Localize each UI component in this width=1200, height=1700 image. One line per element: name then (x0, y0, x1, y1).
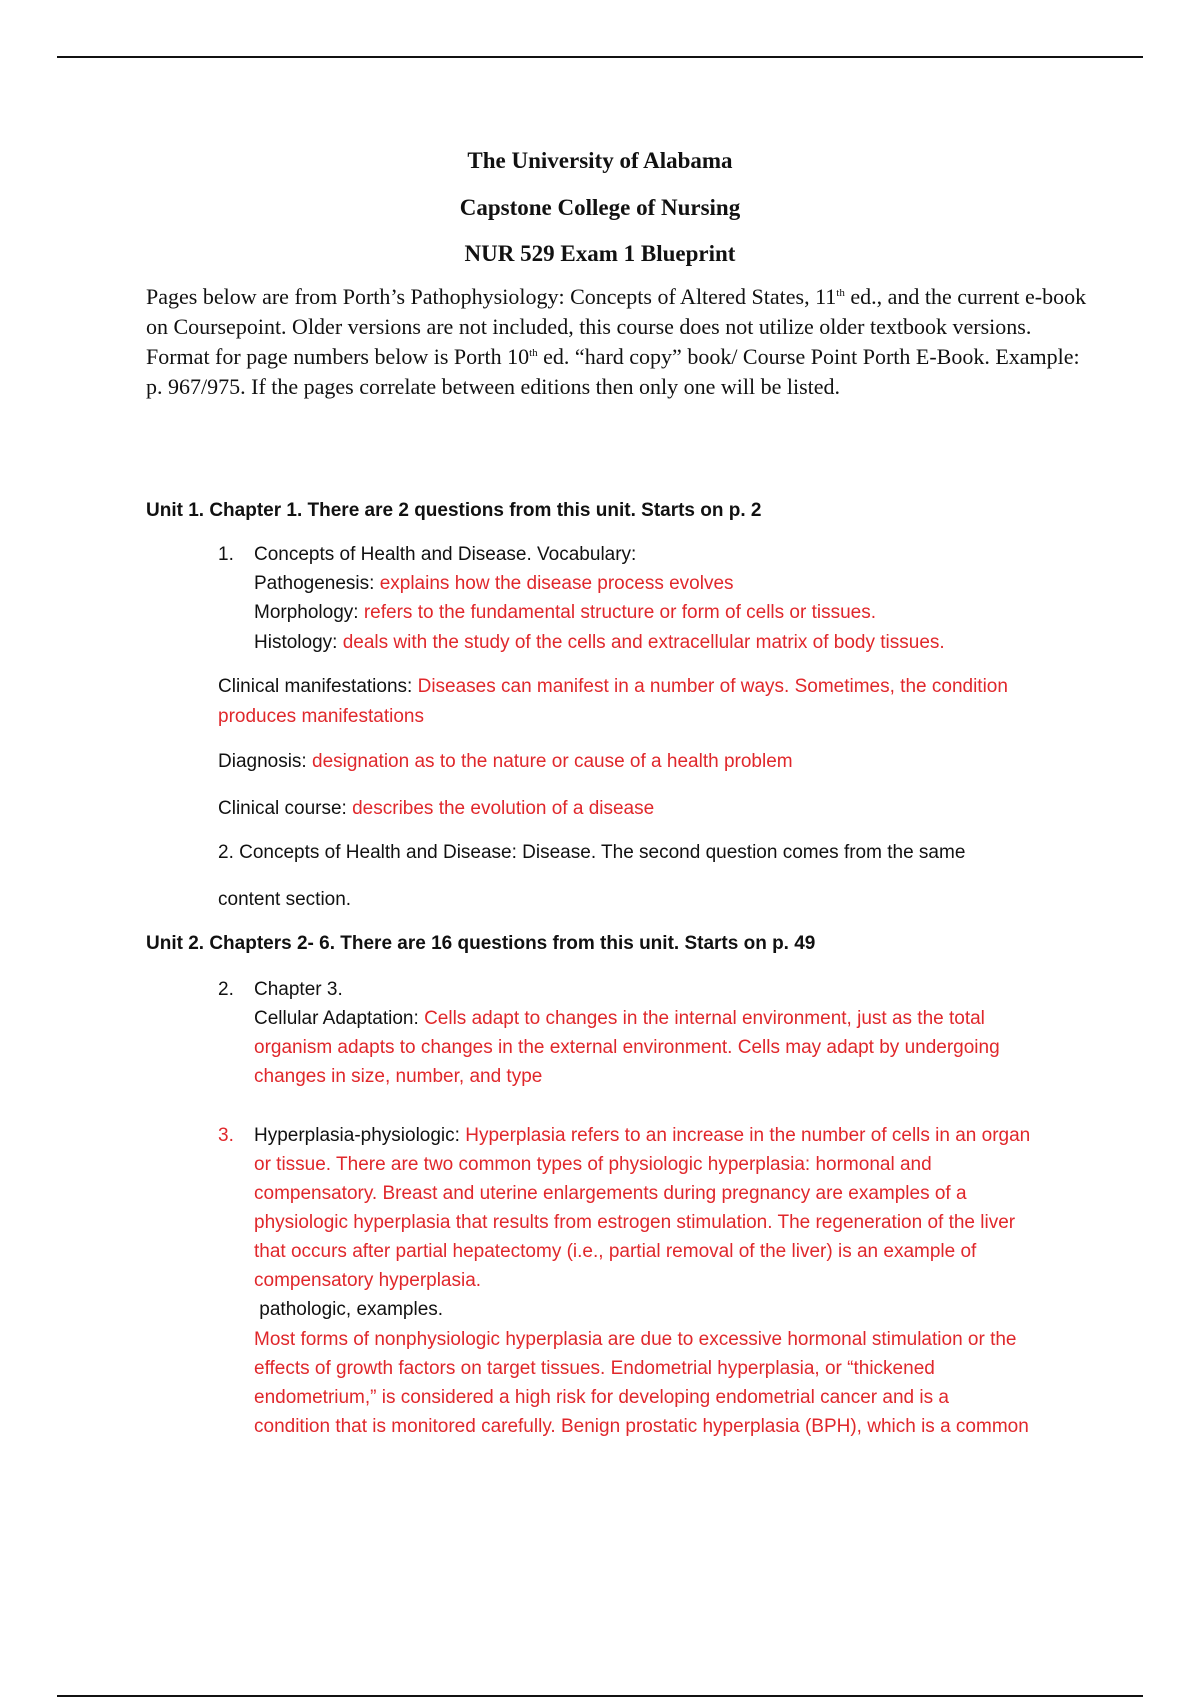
intro-text-3: ed. “hard copy” book/ Course Point Porth E-Book. Example: p. 967/975. If the pages correlate between editions then only one will be listed. (146, 344, 1080, 399)
diagnosis-definition: designation as to the nature or cause of a health problem (312, 751, 793, 772)
unit1-item1-number: 1. (218, 544, 234, 565)
hyperplasia-pathologic-definition-3: endometrium,” is considered a high risk for developing endometrial cancer and is a (254, 1387, 949, 1408)
clinical-manifestations-label: Clinical manifestations: (218, 676, 418, 697)
diagnosis-entry (218, 751, 793, 773)
hyperplasia-physiologic-definition-6: compensatory hyperplasia. (254, 1270, 482, 1291)
unit2-heading: Unit 2. Chapters 2- 6. There are 16 questions from this unit. Starts on p. 49 (146, 933, 816, 954)
hyperplasia-pathologic-definition-4: condition that is monitored carefully. Benign prostatic hyperplasia (BPH), which is a common (254, 1416, 1029, 1437)
hyperplasia-pathologic-definition-2: effects of growth factors on target tissues. Endometrial hyperplasia, or “thickened (254, 1358, 935, 1379)
morphology-label: Morphology: (254, 602, 364, 623)
unit1-item1-title: Concepts of Health and Disease. Vocabulary: (254, 544, 637, 565)
cellular-adaptation-entry (254, 1008, 985, 1030)
hyperplasia-physiologic-definition-3: compensatory. Breast and uterine enlargements during pregnancy are examples of a (254, 1183, 967, 1204)
clinical-course-label: Clinical course: (218, 798, 353, 819)
hyperplasia-pathologic-definition-1: Most forms of nonphysiologic hyperplasia are due to excessive hormonal stimulation or the (254, 1329, 1017, 1350)
university-title: The University of Alabama (467, 148, 733, 173)
clinical-manifestations-definition-2: produces manifestations (218, 706, 424, 727)
pathogenesis-entry (254, 573, 734, 595)
unit1-item2-line1: 2. Concepts of Health and Disease: Disease. The second question comes from the same (218, 842, 966, 863)
unit2-item2-number: 2. (218, 979, 234, 1000)
pathogenesis-label: Pathogenesis: (254, 573, 380, 594)
intro-sup-2: th (529, 347, 538, 359)
hyperplasia-physiologic-definition-2: or tissue. There are two common types of physiologic hyperplasia: hormonal and (254, 1154, 932, 1175)
hyperplasia-physiologic-entry (254, 1125, 1030, 1147)
top-rule (57, 56, 1143, 58)
exam-title: NUR 529 Exam 1 Blueprint (464, 241, 736, 266)
hyperplasia-physiologic-definition-1: Hyperplasia refers to an increase in the number of cells in an organ (465, 1125, 1031, 1146)
cellular-adaptation-definition-2: organism adapts to changes in the external environment. Cells may adapt by undergoing (254, 1037, 1000, 1058)
morphology-entry (254, 602, 876, 624)
histology-label: Histology: (254, 632, 343, 653)
unit1-item2-line2: content section. (218, 889, 352, 910)
intro-paragraph (146, 282, 1096, 402)
hyperplasia-pathologic-label: pathologic, examples. (254, 1299, 444, 1320)
hyperplasia-physiologic-definition-4: physiologic hyperplasia that results from estrogen stimulation. The regeneration of the liver (254, 1212, 1016, 1233)
college-title: Capstone College of Nursing (459, 195, 741, 220)
unit1-heading: Unit 1. Chapter 1. There are 2 questions from this unit. Starts on p. 2 (146, 500, 762, 521)
intro-text-1: Pages below are from Porth’s Pathophysiology: Concepts of Altered States, 11 (146, 284, 837, 309)
clinical-course-entry (218, 798, 654, 820)
unit2-item3-number: 3. (218, 1125, 234, 1146)
diagnosis-label: Diagnosis: (218, 751, 312, 772)
cellular-adaptation-label: Cellular Adaptation: (254, 1008, 425, 1029)
cellular-adaptation-definition-1: Cells adapt to changes in the internal environment, just as the total (424, 1008, 985, 1029)
cellular-adaptation-definition-3: changes in size, number, and type (254, 1066, 543, 1087)
morphology-definition: refers to the fundamental structure or form of cells or tissues. (363, 602, 876, 623)
intro-sup-1: th (836, 287, 845, 299)
hyperplasia-physiologic-label: Hyperplasia-physiologic: (254, 1125, 466, 1146)
histology-definition: deals with the study of the cells and extracellular matrix of body tissues. (342, 632, 945, 653)
intro-text-2: ed., and the current e-book on Coursepoint. Older versions are not included, this course does not utilize older textbook versions. Format for page numbers below is Porth 10 (146, 284, 1087, 369)
clinical-manifestations-definition-1: Diseases can manifest in a number of ways. Sometimes, the condition (417, 676, 1008, 697)
clinical-manifestations-entry (218, 676, 1008, 698)
unit2-item2-title: Chapter 3. (254, 979, 343, 1000)
histology-entry (254, 632, 945, 654)
hyperplasia-physiologic-definition-5: that occurs after partial hepatectomy (i.e., partial removal of the liver) is an example of (254, 1241, 977, 1262)
bottom-rule (57, 1695, 1143, 1697)
pathogenesis-definition: explains how the disease process evolves (379, 573, 734, 594)
clinical-course-definition: describes the evolution of a disease (352, 798, 655, 819)
